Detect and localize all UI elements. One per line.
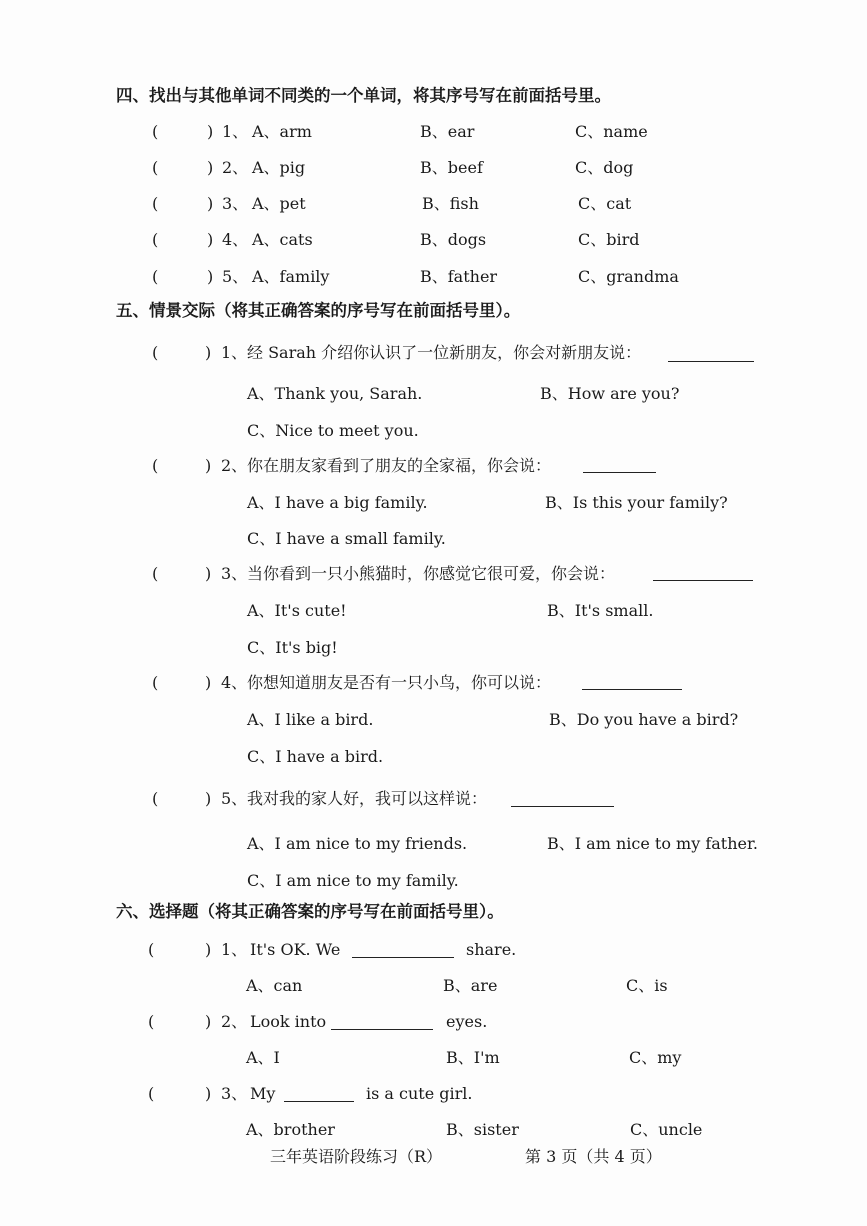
answer-paren-open: ( — [152, 122, 159, 141]
question-stem-start: It's OK. We — [250, 940, 341, 959]
question-stem: 我对我的家人好，我可以这样说： — [247, 789, 488, 808]
section-5-heading: 五、情景交际（将其正确答案的序号写在前面括号里）。 — [116, 301, 521, 320]
option-c: C、is — [626, 976, 668, 995]
question-number: 2、 — [221, 1012, 248, 1031]
answer-blank — [653, 580, 753, 581]
answer-paren-close: ) — [205, 1012, 212, 1031]
option-a: A、Thank you, Sarah. — [247, 384, 423, 403]
option-b: B、I am nice to my father. — [547, 834, 758, 853]
answer-paren-close: ) — [205, 343, 212, 362]
option-a: A、I like a bird. — [247, 710, 374, 729]
answer-paren-open: ( — [152, 158, 159, 177]
option-b: B、dogs — [420, 230, 487, 249]
question-stem: 你想知道朋友是否有一只小鸟，你可以说： — [247, 673, 552, 692]
question-stem-end: is a cute girl. — [366, 1084, 473, 1103]
answer-paren-open: ( — [152, 673, 159, 692]
question-number: 1、 — [222, 122, 249, 141]
question-number: 4、 — [221, 673, 248, 692]
question-number: 5、 — [222, 267, 249, 286]
option-c: C、dog — [575, 158, 634, 177]
option-b: B、fish — [422, 194, 479, 213]
option-b: B、beef — [420, 158, 483, 177]
option-a: A、arm — [252, 122, 312, 141]
question-number: 5、 — [221, 789, 248, 808]
answer-paren-open: ( — [152, 230, 159, 249]
option-b: B、sister — [446, 1120, 519, 1139]
option-a: A、cats — [252, 230, 313, 249]
answer-paren-open: ( — [152, 194, 159, 213]
answer-paren-close: ) — [207, 267, 214, 286]
answer-blank — [284, 1101, 354, 1102]
option-b: B、How are you? — [540, 384, 680, 403]
option-b: B、Do you have a bird? — [549, 710, 739, 729]
option-b: B、are — [443, 976, 498, 995]
answer-blank — [582, 689, 682, 690]
answer-blank — [668, 361, 754, 362]
option-b: B、I'm — [446, 1048, 500, 1067]
answer-paren-close: ) — [205, 789, 212, 808]
footer-page-number: 第 3 页（共 4 页） — [525, 1147, 662, 1166]
question-number: 3、 — [221, 564, 248, 583]
option-c: C、It's big! — [247, 638, 338, 657]
answer-paren-open: ( — [152, 789, 159, 808]
option-c: C、grandma — [578, 267, 679, 286]
option-a: A、I — [246, 1048, 280, 1067]
question-stem: 你在朋友家看到了朋友的全家福，你会说： — [247, 456, 552, 475]
option-a: A、pig — [252, 158, 306, 177]
option-c: C、bird — [578, 230, 640, 249]
option-b: B、Is this your family? — [545, 493, 728, 512]
option-a: A、I am nice to my friends. — [247, 834, 468, 853]
answer-blank — [352, 957, 454, 958]
answer-paren-open: ( — [148, 1084, 155, 1103]
option-a: A、brother — [246, 1120, 335, 1139]
option-c: C、name — [575, 122, 648, 141]
footer-exam-title: 三年英语阶段练习（R） — [270, 1147, 443, 1166]
option-a: A、I have a big family. — [247, 493, 428, 512]
answer-paren-close: ) — [207, 158, 214, 177]
option-a: A、pet — [252, 194, 306, 213]
option-c: C、Nice to meet you. — [247, 421, 419, 440]
answer-paren-close: ) — [205, 1084, 212, 1103]
question-number: 2、 — [222, 158, 249, 177]
answer-paren-open: ( — [148, 1012, 155, 1031]
question-number: 2、 — [221, 456, 248, 475]
question-stem-end: eyes. — [446, 1012, 488, 1031]
option-c: C、uncle — [630, 1120, 703, 1139]
option-b: B、ear — [420, 122, 475, 141]
answer-paren-close: ) — [205, 456, 212, 475]
option-a: A、can — [246, 976, 303, 995]
option-c: C、I am nice to my family. — [247, 871, 459, 890]
question-number: 1、 — [221, 940, 248, 959]
answer-paren-open: ( — [152, 456, 159, 475]
option-a: A、family — [252, 267, 330, 286]
answer-blank — [583, 472, 656, 473]
section-4-heading: 四、找出与其他单词不同类的一个单词，将其序号写在前面括号里。 — [116, 86, 611, 105]
answer-paren-open: ( — [152, 267, 159, 286]
question-stem-end: share. — [466, 940, 517, 959]
question-stem: 经 Sarah 介绍你认识了一位新朋友，你会对新朋友说： — [247, 343, 642, 362]
answer-paren-open: ( — [148, 940, 155, 959]
question-number: 3、 — [221, 1084, 248, 1103]
answer-paren-close: ) — [207, 122, 214, 141]
section-6-heading: 六、选择题（将其正确答案的序号写在前面括号里）。 — [116, 902, 504, 921]
answer-paren-open: ( — [152, 343, 159, 362]
question-stem: 当你看到一只小熊猫时，你感觉它很可爱，你会说： — [247, 564, 616, 583]
option-c: C、my — [629, 1048, 682, 1067]
answer-paren-open: ( — [152, 564, 159, 583]
option-b: B、father — [420, 267, 498, 286]
answer-paren-close: ) — [207, 230, 214, 249]
option-a: A、It's cute! — [247, 601, 347, 620]
answer-blank — [511, 806, 614, 807]
option-c: C、cat — [578, 194, 632, 213]
question-stem-start: Look into — [250, 1012, 327, 1031]
answer-paren-close: ) — [205, 940, 212, 959]
answer-paren-close: ) — [205, 673, 212, 692]
answer-blank — [331, 1029, 433, 1030]
answer-paren-close: ) — [207, 194, 214, 213]
question-stem-start: My — [250, 1084, 276, 1103]
option-c: C、I have a bird. — [247, 747, 384, 766]
answer-paren-close: ) — [205, 564, 212, 583]
option-b: B、It's small. — [547, 601, 654, 620]
question-number: 4、 — [222, 230, 249, 249]
question-number: 1、 — [221, 343, 248, 362]
question-number: 3、 — [222, 194, 249, 213]
option-c: C、I have a small family. — [247, 529, 446, 548]
